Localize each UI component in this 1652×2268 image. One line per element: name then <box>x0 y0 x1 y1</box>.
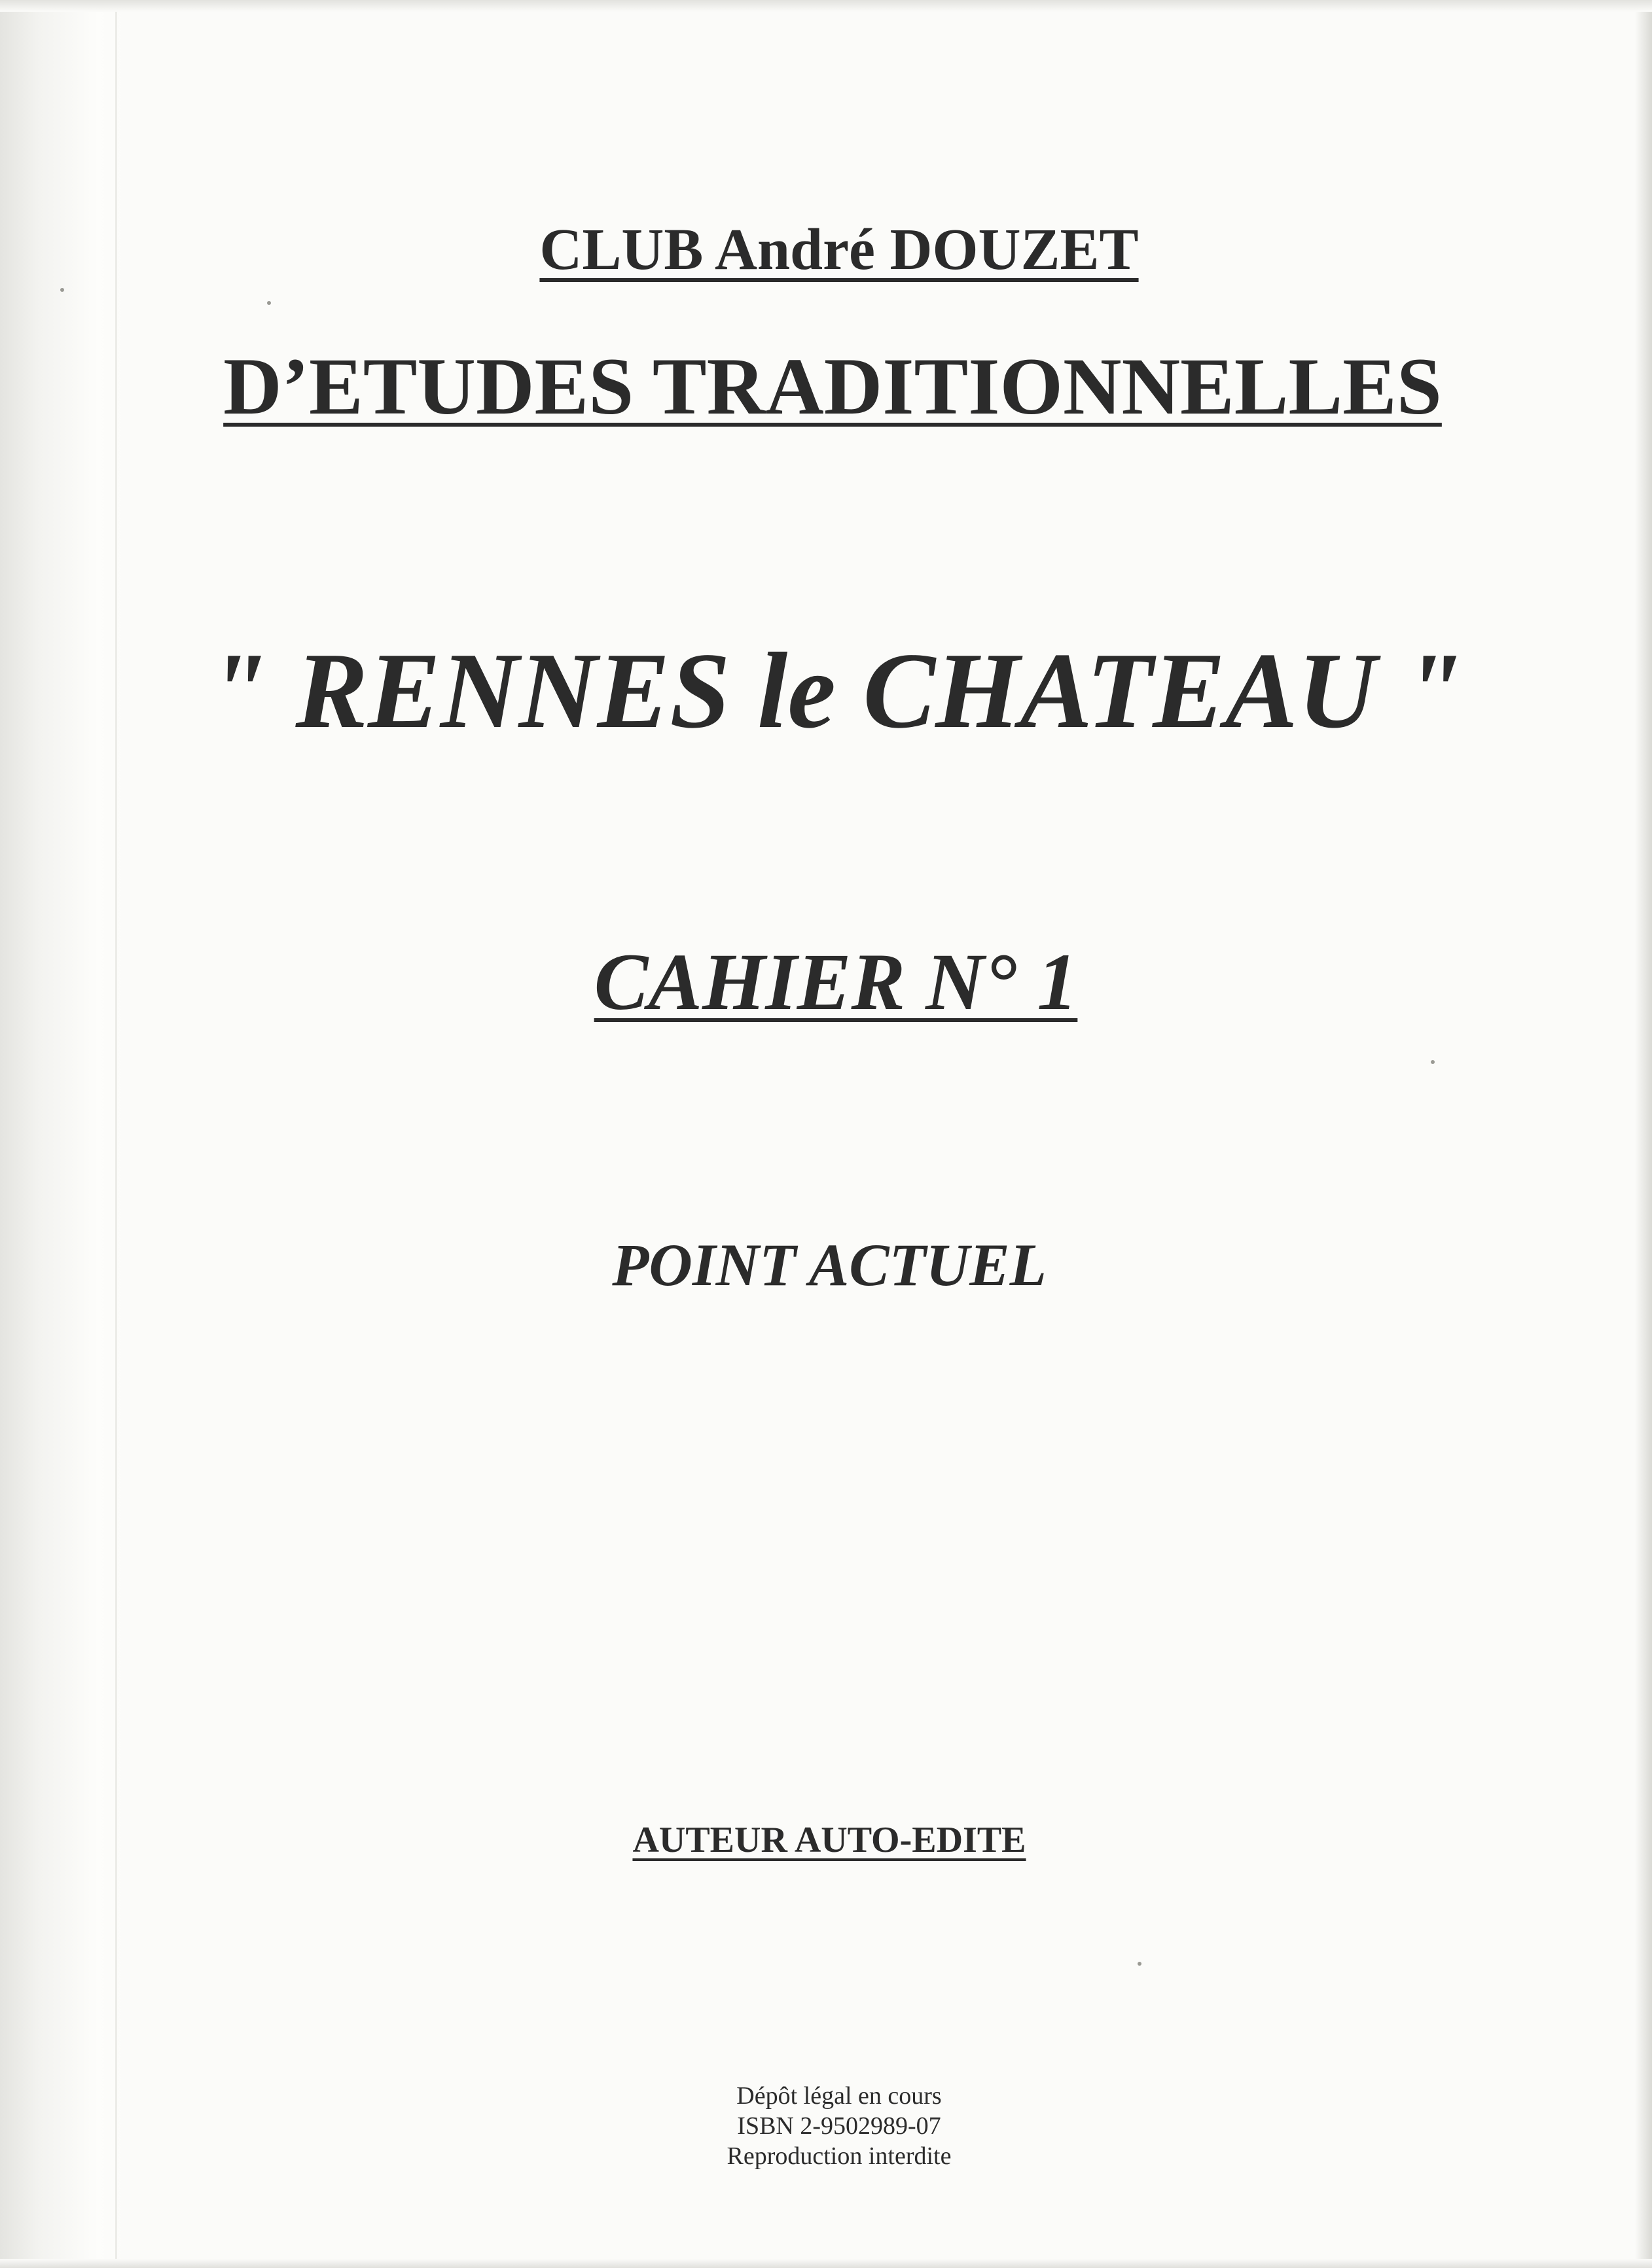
legal-reproduction: Reproduction interdite <box>727 2142 952 2170</box>
book-title <box>0 628 1652 753</box>
etudes-heading-text: D’ETUDES TRADITIONNELLES <box>223 342 1442 431</box>
club-heading-text: CLUB André DOUZET <box>539 217 1139 282</box>
club-heading <box>0 216 1652 283</box>
author-note-text: AUTEUR AUTO-EDITE <box>632 1820 1026 1860</box>
subtitle-text: POINT ACTUEL <box>612 1231 1047 1298</box>
page-top-edge <box>0 0 1652 12</box>
book-title-text: " RENNES le CHATEAU " <box>207 630 1464 751</box>
cahier-number <box>0 936 1652 1029</box>
paper-speck <box>1431 1060 1435 1064</box>
legal-isbn: ISBN 2-9502989-07 <box>737 2112 941 2140</box>
paper-speck <box>1138 1962 1141 1966</box>
etudes-heading <box>0 340 1652 433</box>
subtitle <box>0 1230 1652 1300</box>
legal-notice <box>0 2081 1652 2171</box>
legal-depot: Dépôt légal en cours <box>736 2082 942 2110</box>
page-bottom-edge <box>0 2259 1652 2268</box>
paper-speck <box>60 288 64 292</box>
paper-speck <box>267 301 271 305</box>
cahier-number-text: CAHIER N° 1 <box>594 937 1078 1027</box>
author-note <box>0 1819 1652 1861</box>
